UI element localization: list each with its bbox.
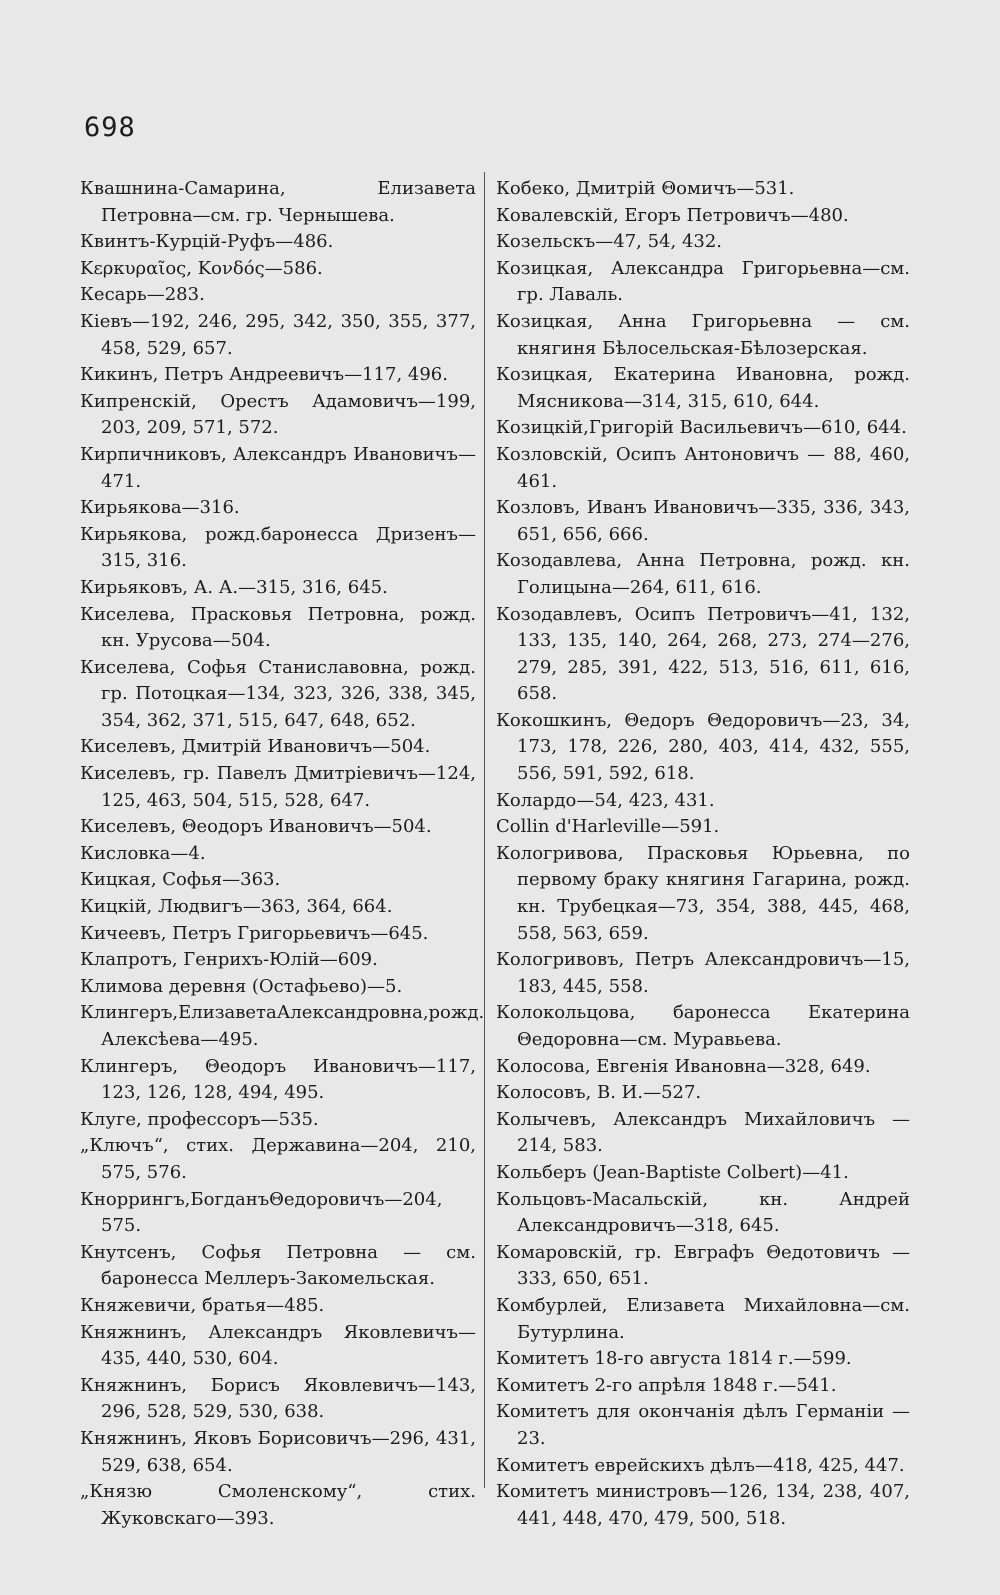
index-entry: Комитетъ еврейскихъ дѣлъ—418, 425, 447. bbox=[496, 1454, 905, 1476]
index-entry: Козловъ, Иванъ Ивановичъ—335, 336, 343, 651, 656, 666. bbox=[496, 497, 910, 545]
index-entry: Ковалевскій, Егоръ Петровичъ—480. bbox=[496, 204, 849, 226]
index-entry: Кольберъ (Jean-Baptiste Colbert)—41. bbox=[496, 1161, 849, 1183]
index-entry: Киселевъ, Θеодоръ Ивановичъ—504. bbox=[80, 816, 432, 838]
index-entry: Кокошкинъ, Θедоръ Θедоровичъ—23, 34, 173, 178, 226, 280, 403, 414, 432, 555, 556, 591, 592, 618. bbox=[496, 709, 910, 785]
index-entry: Козельскъ—47, 54, 432. bbox=[496, 231, 723, 253]
index-entry: Кичеевъ, Петръ Григорьевичъ—645. bbox=[80, 922, 429, 944]
index-entry: Кицкая, Софья—363. bbox=[80, 869, 281, 891]
index-entry: Кологривова, Прасковья Юрьевна, по первому браку княгиня Гагарина, рожд. кн. Трубецкая—73, 354, 388, 445, 468, 558, 563, 659. bbox=[496, 842, 910, 944]
index-entry: Кнутсенъ, Софья Петровна — см. баронесса Меллеръ-Закомельская. bbox=[80, 1241, 476, 1290]
index-entry: Киселева, Прасковья Петровна, рожд. кн. Урусова—504. bbox=[80, 603, 476, 652]
index-entry: Кисловка—4. bbox=[80, 842, 206, 864]
index-entry: Колосова, Евгенія Ивановна—328, 649. bbox=[496, 1055, 871, 1077]
index-entry: Козодавлевъ, Осипъ Петровичъ—41, 132, 133, 135, 140, 264, 268, 273, 274—276, 279, 285, 391, 422, 513, 516, 611, 616, 658. bbox=[496, 603, 910, 705]
index-entry: Кноррингъ,БогданъΘедоровичъ—204, 575. bbox=[80, 1188, 443, 1237]
index-entry: Княжнинъ, Яковъ Борисовичъ—296, 431, 529, 638, 654. bbox=[80, 1427, 476, 1476]
index-entry: „Ключъ“, стих. Державина—204, 210, 575, 576. bbox=[80, 1135, 476, 1183]
left-column bbox=[80, 176, 485, 1532]
index-entry: Комаровскій, гр. Евграфъ Θедотовичъ — 333, 650, 651. bbox=[496, 1241, 910, 1290]
index-entry: Козодавлева, Анна Петровна, рожд. кн. Голицына—264, 611, 616. bbox=[496, 550, 910, 598]
index-entry: Киселевъ, Дмитрій Ивановичъ—504. bbox=[80, 736, 431, 758]
index-entry: Козицкая, Александра Григорьевна—см. гр. Лаваль. bbox=[496, 257, 910, 306]
index-entry: Колосовъ, В. И.—527. bbox=[496, 1082, 702, 1104]
index-entry: Кирьяковъ, А. А.—315, 316, 645. bbox=[80, 576, 388, 598]
index-entry: Киселева, Софья Станиславовна, рожд. гр. Потоцкая—134, 323, 326, 338, 345, 354, 362, 371, 515, 647, 648, 652. bbox=[80, 656, 476, 731]
index-entry: Квинтъ-Курцій-Руфъ—486. bbox=[80, 231, 334, 253]
index-entry: Кіевъ—192, 246, 295, 342, 350, 355, 377, 458, 529, 657. bbox=[80, 310, 476, 359]
page-number: 698 bbox=[84, 112, 136, 143]
index-entry: Княжнинъ, Борисъ Яковлевичъ—143, 296, 528, 529, 530, 638. bbox=[80, 1374, 476, 1423]
index-entry: Козицкая, Анна Григорьевна — см. княгиня Бѣлосельская-Бѣлозерская. bbox=[496, 310, 910, 359]
index-entry: Кесарь—283. bbox=[80, 284, 205, 306]
index-entry: Кикинъ, Петръ Андреевичъ—117, 496. bbox=[80, 364, 448, 386]
index-entry: Комитетъ для окончанія дѣлъ Германіи — 23. bbox=[496, 1401, 910, 1449]
index-entry: Княжнинъ, Александръ Яковлевичъ—435, 440, 530, 604. bbox=[80, 1321, 476, 1370]
index-entry: Климова деревня (Остафьево)—5. bbox=[80, 975, 403, 997]
index-entry: Кирьякова—316. bbox=[80, 497, 240, 519]
index-entry: Кольцовъ-Масальскій, кн. Андрей Александровичъ—318, 645. bbox=[496, 1188, 910, 1237]
index-entry: Кирпичниковъ, Александръ Ивановичъ—471. bbox=[80, 443, 476, 492]
column-divider bbox=[484, 172, 485, 1488]
index-entry: Клапротъ, Генрихъ-Юлій—609. bbox=[80, 949, 378, 971]
index-entry: Комбурлей, Елизавета Михайловна—см. Бутурлина. bbox=[496, 1294, 910, 1343]
index-entry: Клуге, профессоръ—535. bbox=[80, 1108, 319, 1130]
index-entry: Кобеко, Дмитрій Θомичъ—531. bbox=[496, 178, 795, 199]
index-entry: Кологривовъ, Петръ Александровичъ—15, 183, 445, 558. bbox=[496, 949, 910, 997]
index-entry: Кипренскій, Орестъ Адамовичъ—199, 203, 209, 571, 572. bbox=[80, 390, 476, 439]
index-entry: Комитетъ министровъ—126, 134, 238, 407, 441, 448, 470, 479, 500, 518. bbox=[496, 1481, 910, 1529]
index-entry: „Князю Смоленскому“, стих. Жуковскаго—393. bbox=[80, 1481, 476, 1529]
index-entry: Козицкій,Григорій Васильевичъ—610, 644. bbox=[496, 417, 907, 439]
index-entry: Княжевичи, братья—485. bbox=[80, 1294, 325, 1316]
index-entry: Колардо—54, 423, 431. bbox=[496, 789, 715, 811]
index-entry: Козицкая, Екатерина Ивановна, рожд. Мясникова—314, 315, 610, 644. bbox=[496, 364, 910, 412]
index-entry: Киселевъ, гр. Павелъ Дмитріевичъ—124, 125, 463, 504, 515, 528, 647. bbox=[80, 763, 476, 811]
index-entry: Козловскій, Осипъ Антоновичъ — 88, 460, 461. bbox=[496, 443, 910, 492]
index-entry: Кирьякова, рожд.баронесса Дризенъ—315, 316. bbox=[80, 523, 476, 572]
index-entry: Кицкій, Людвигъ—363, 364, 664. bbox=[80, 896, 393, 918]
index-entry: Κερκυραῖος, Κονδός—586. bbox=[80, 257, 323, 279]
index-entry: Комитетъ 18-го августа 1814 г.—599. bbox=[496, 1348, 852, 1370]
right-column bbox=[496, 176, 910, 1532]
index-entry: Квашнина-Самарина, Елизавета Петровна—см. гр. Чернышева. bbox=[80, 178, 476, 226]
index-entry: Клингеръ,ЕлизаветаАлександровна,рожд. Алексѣева—495. bbox=[80, 1002, 485, 1050]
index-entry: Collin d'Harleville—591. bbox=[496, 816, 720, 838]
index-entry: Клингеръ, Θеодоръ Ивановичъ—117, 123, 126, 128, 494, 495. bbox=[80, 1055, 476, 1104]
index-entry: Комитетъ 2-го апрѣля 1848 г.—541. bbox=[496, 1374, 837, 1396]
index-entry: Колычевъ, Александръ Михайловичъ — 214, 583. bbox=[496, 1108, 910, 1157]
index-entry: Колокольцова, баронесса Екатерина Θедоровна—см. Муравьева. bbox=[496, 1002, 910, 1050]
